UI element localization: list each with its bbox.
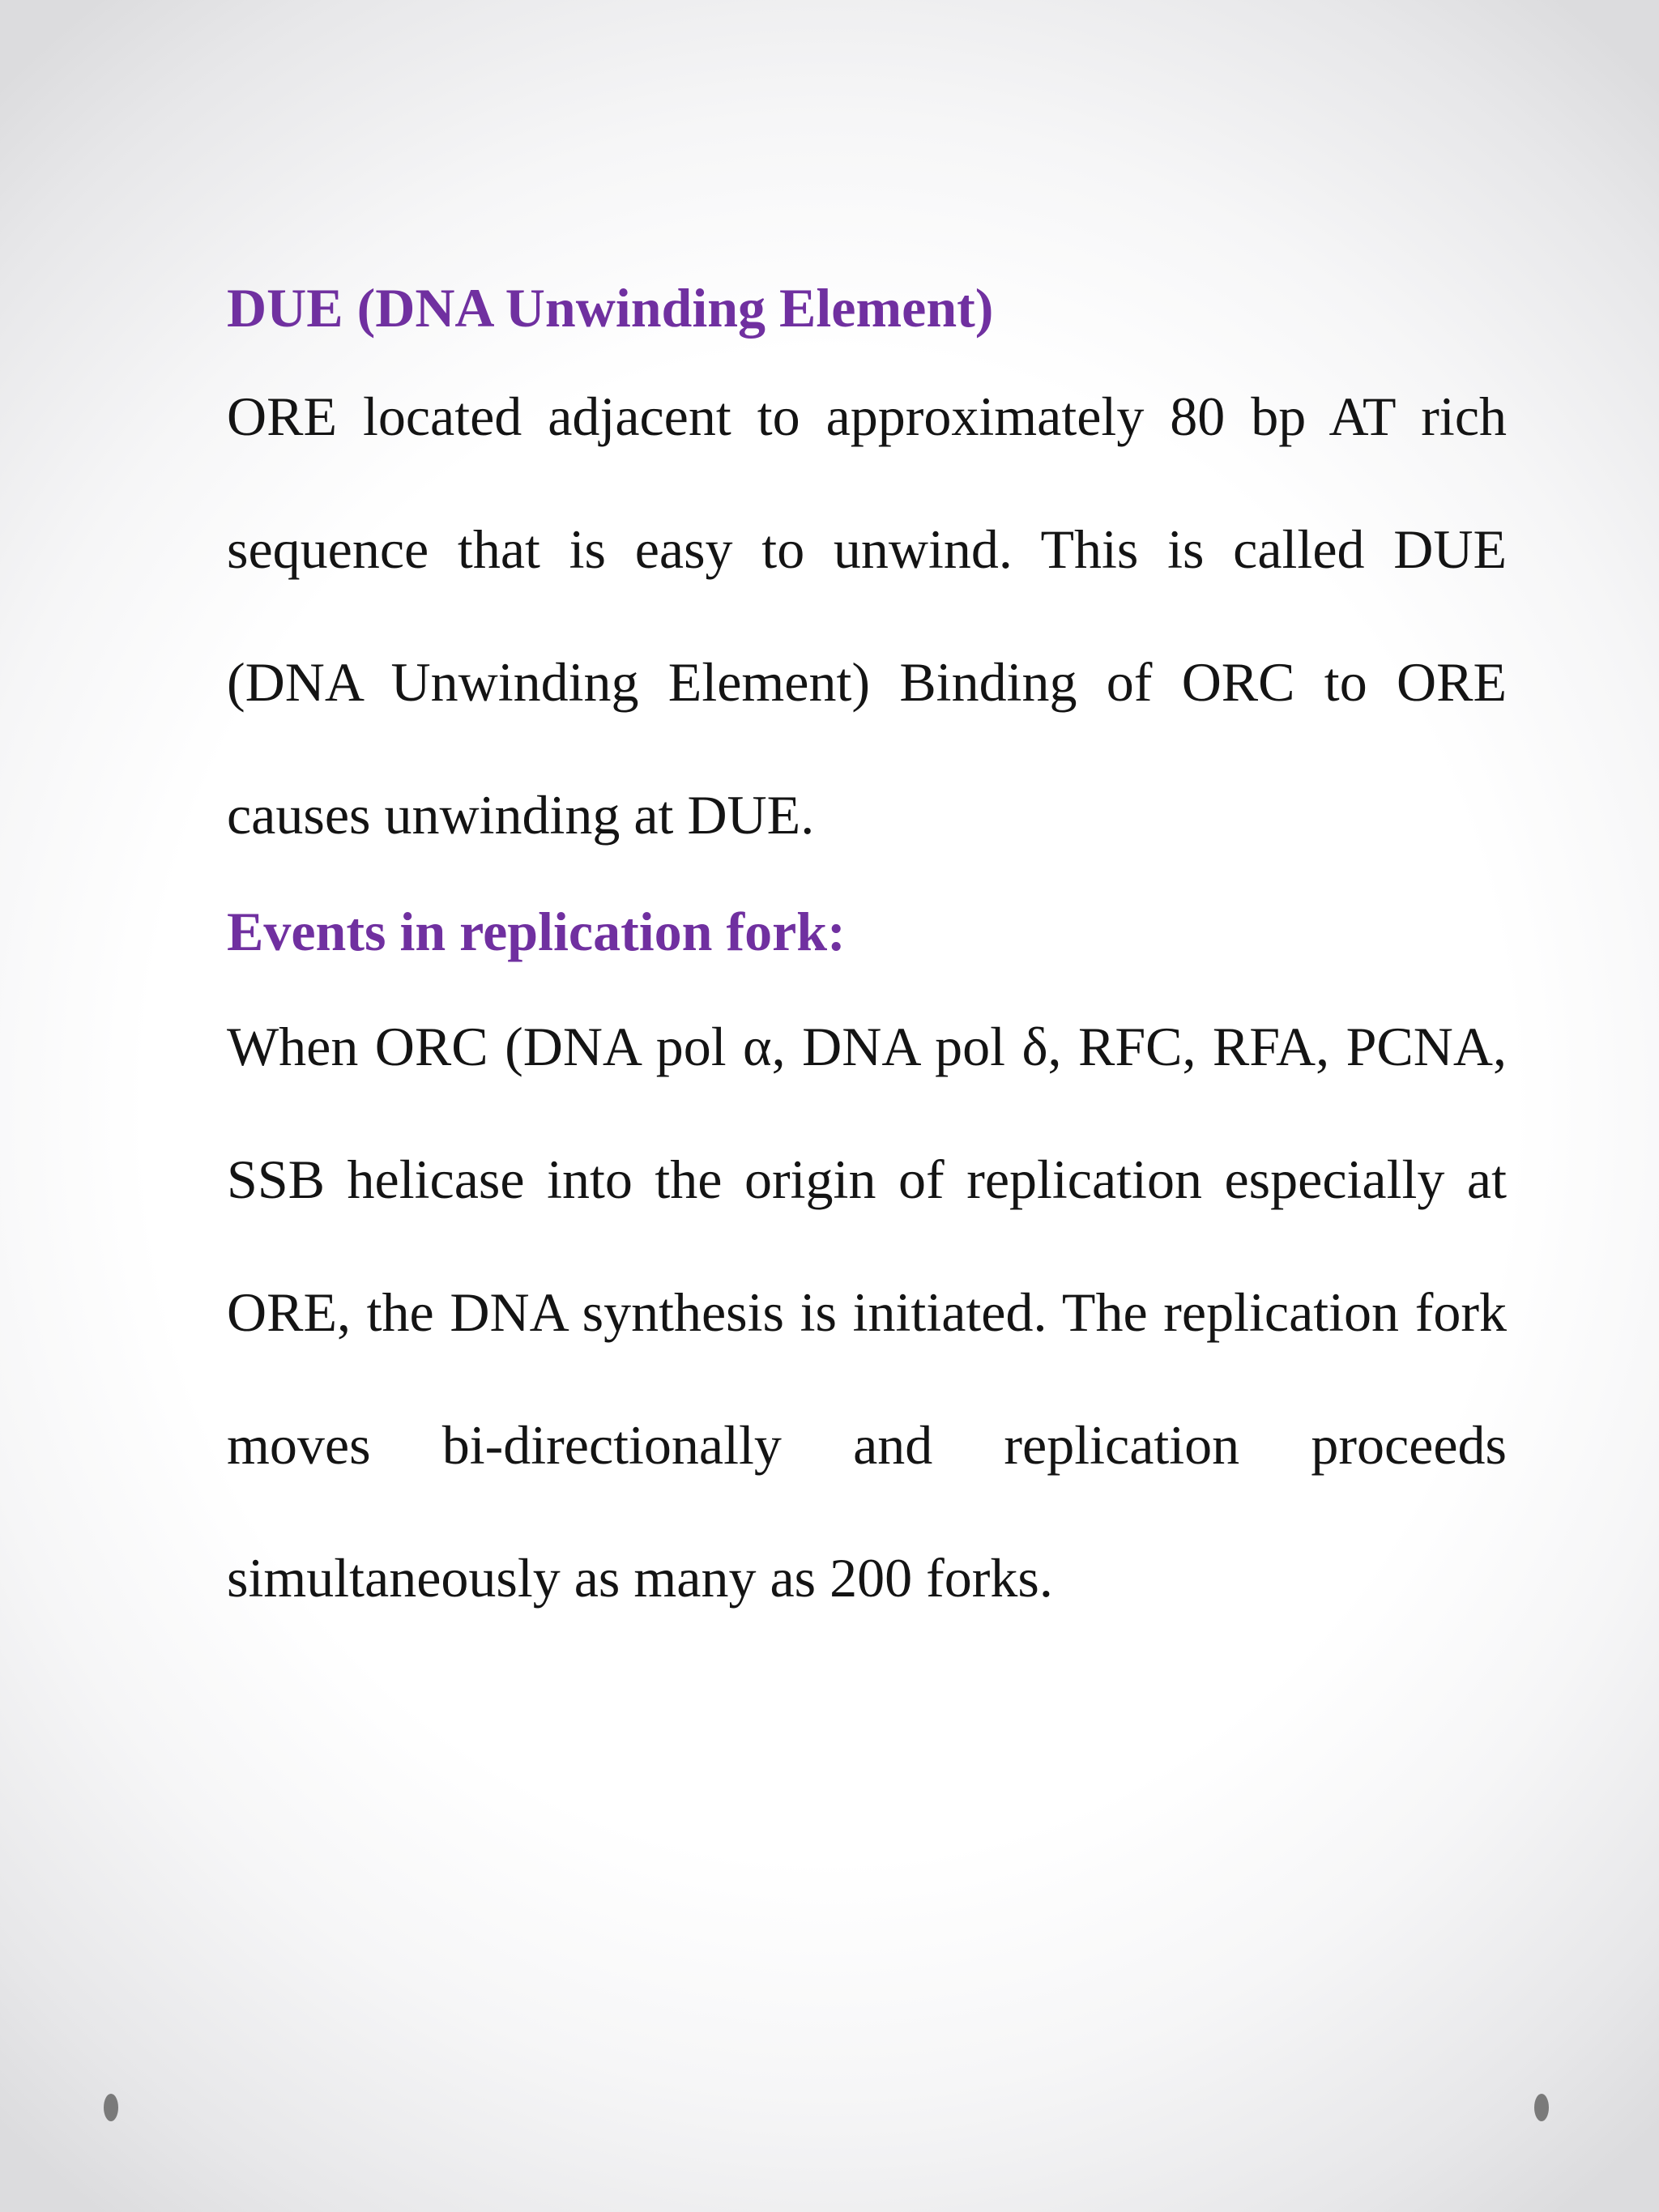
paragraph-replication-fork-description: When ORC (DNA pol α, DNA pol δ, RFC, RFA, PCNA, SSB helicase into the origin of replication especially at ORE, the DNA synthesis is initiated. The replication fork moves bi-directionally and replication proceeds simultaneously as many as 200 forks.	[227, 1016, 1507, 1609]
slide-content	[227, 267, 1507, 1644]
paragraph-due-description: ORE located adjacent to approximately 80 bp AT rich sequence that is easy to unwind. This is called DUE (DNA Unwinding Element) Binding of ORC to ORE causes unwinding at DUE.	[227, 386, 1507, 846]
heading-due: DUE (DNA Unwinding Element)	[227, 277, 994, 339]
left-bullet-decoration	[104, 2094, 118, 2121]
right-bullet-decoration	[1534, 2094, 1549, 2121]
heading-replication-fork-events: Events in replication fork:	[227, 901, 846, 962]
